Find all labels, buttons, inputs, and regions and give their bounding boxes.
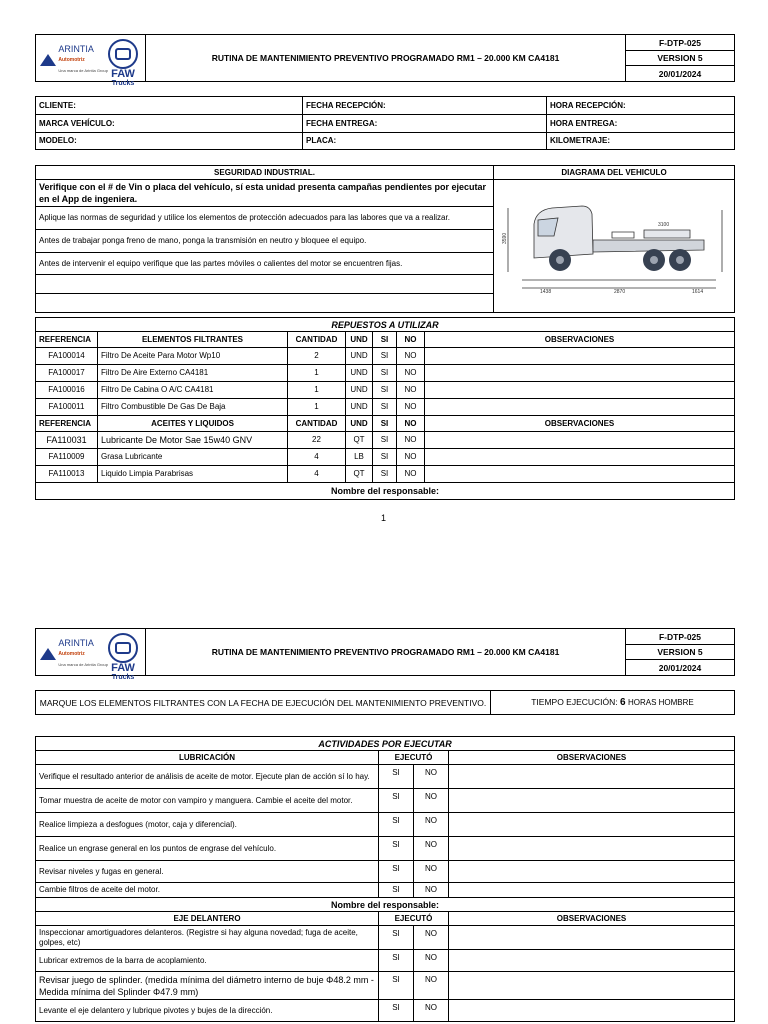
- fecha-recepcion-field[interactable]: FECHA RECEPCIÓN:: [303, 97, 547, 115]
- cant-cell: 1: [288, 365, 346, 382]
- seguridad-instruction: Aplique las normas de seguridad y utilice los elementos de protección adecuados para las labores que va a realizar.: [36, 207, 494, 230]
- desc-cell: Lubricante De Motor Sae 15w40 GNV: [98, 432, 288, 449]
- dim-label: 2870: [614, 289, 626, 295]
- ref-cell: FA100016: [36, 382, 98, 399]
- repuestos-table: [35, 317, 735, 500]
- table-row: [36, 1000, 735, 1022]
- col-header: CANTIDAD: [288, 416, 346, 432]
- ref-cell: FA100011: [36, 399, 98, 416]
- faw-logo: FAW Trucks: [108, 39, 138, 87]
- no-checkbox[interactable]: NO: [414, 926, 449, 950]
- doc-code: F-DTP-025: [626, 629, 735, 645]
- cant-cell: 22: [288, 432, 346, 449]
- table-row: [36, 883, 735, 898]
- page-number: 1: [381, 513, 387, 523]
- no-checkbox[interactable]: NO: [414, 950, 449, 972]
- col-header: OBSERVACIONES: [425, 332, 735, 348]
- ref-cell: FA100017: [36, 365, 98, 382]
- table-row: [36, 466, 735, 483]
- und-cell: UND: [346, 365, 373, 382]
- obs-header: OBSERVACIONES: [449, 912, 735, 926]
- modelo-field[interactable]: MODELO:: [36, 133, 303, 150]
- page-title: RUTINA DE MANTENIMIENTO PREVENTIVO PROGRAMADO RM1 – 20.000 KM CA4181: [146, 35, 626, 82]
- logo-area: [36, 629, 146, 681]
- no-checkbox[interactable]: NO: [414, 861, 449, 883]
- arintia-logo: ARINTIA Automotriz Una marca de Arintia Group: [40, 639, 108, 669]
- marque-instruction: MARQUE LOS ELEMENTOS FILTRANTES CON LA FECHA DE EJECUCIÓN DEL MANTENIMIENTO PREVENTIVO.: [36, 691, 491, 715]
- ejecuto-header: EJECUTÓ: [379, 912, 449, 926]
- table-row: [36, 789, 735, 813]
- obs-cell[interactable]: [425, 348, 735, 365]
- freno-instruction: Antes de trabajar ponga freno de mano, ponga la transmisión en neutro y bloquee el equipo.: [36, 230, 494, 253]
- activity-text: Realice un engrase general en los puntos de engrase del vehículo.: [36, 837, 379, 861]
- no-checkbox[interactable]: NO: [397, 432, 425, 449]
- und-cell: LB: [346, 449, 373, 466]
- si-checkbox[interactable]: SI: [379, 789, 414, 813]
- si-checkbox[interactable]: SI: [373, 399, 397, 416]
- col-header: UND: [346, 332, 373, 348]
- si-checkbox[interactable]: SI: [379, 926, 414, 950]
- campanas-instruction: Verifique con el # de Vin o placa del vehículo, sí esta unidad presenta campañas pendientes por ejecutar en el App de ingeniera.: [36, 180, 494, 207]
- tiempo-ejecucion: TIEMPO EJECUCIÓN: 6 HORAS HOMBRE: [491, 691, 735, 715]
- page-title: RUTINA DE MANTENIMIENTO PREVENTIVO PROGRAMADO RM1 – 20.000 KM CA4181: [146, 629, 626, 676]
- activity-text: Revisar juego de splinder. (medida mínima del diámetro interno de buje Φ48.2 mm - Medida mínima del Splinder Φ47.9 mm): [36, 972, 379, 1000]
- obs-cell[interactable]: [449, 837, 735, 861]
- hora-recepcion-field[interactable]: HORA RECEPCIÓN:: [547, 97, 735, 115]
- table-row: [36, 861, 735, 883]
- si-checkbox[interactable]: SI: [373, 449, 397, 466]
- obs-cell[interactable]: [449, 765, 735, 789]
- seguridad-table: [35, 165, 735, 313]
- repuestos-title: REPUESTOS A UTILIZAR: [36, 318, 735, 332]
- und-cell: UND: [346, 399, 373, 416]
- und-cell: UND: [346, 382, 373, 399]
- activity-text: Levante el eje delantero y lubrique pivotes y bujes de la dirección.: [36, 1000, 379, 1022]
- activity-text: Cambie filtros de aceite del motor.: [36, 883, 379, 898]
- obs-cell[interactable]: [425, 365, 735, 382]
- desc-cell: Filtro Combustible De Gas De Baja: [98, 399, 288, 416]
- cant-cell: 4: [288, 466, 346, 483]
- kilometraje-field[interactable]: KILOMETRAJE:: [547, 133, 735, 150]
- col-header: OBSERVACIONES: [425, 416, 735, 432]
- table-row: [36, 348, 735, 365]
- obs-cell[interactable]: [449, 972, 735, 1000]
- fecha-entrega-field[interactable]: FECHA ENTREGA:: [303, 115, 547, 133]
- cant-cell: 1: [288, 382, 346, 399]
- no-checkbox[interactable]: NO: [414, 837, 449, 861]
- activity-text: Inspeccionar amortiguadores delanteros. (Registre si hay alguna novedad; fuga de aceite, golpes, etc): [36, 926, 379, 950]
- cliente-field[interactable]: CLIENTE:: [36, 97, 303, 115]
- activity-text: Lubricar extremos de la barra de acoplamiento.: [36, 950, 379, 972]
- activity-text: Revisar niveles y fugas en general.: [36, 861, 379, 883]
- obs-cell[interactable]: [449, 813, 735, 837]
- si-checkbox[interactable]: SI: [379, 972, 414, 1000]
- table-row: [36, 950, 735, 972]
- responsable-field[interactable]: Nombre del responsable:: [36, 483, 735, 500]
- und-cell: QT: [346, 466, 373, 483]
- col-header: SI: [373, 332, 397, 348]
- desc-cell: Filtro De Aire Externo CA4181: [98, 365, 288, 382]
- col-header: REFERENCIA: [36, 332, 98, 348]
- lubricacion-header: LUBRICACIÓN: [36, 751, 379, 765]
- ref-cell: FA110013: [36, 466, 98, 483]
- table-row: [36, 382, 735, 399]
- arintia-logo: ARINTIA Automotriz Una marca de Arintia Group: [40, 45, 108, 75]
- no-checkbox[interactable]: NO: [414, 789, 449, 813]
- no-checkbox[interactable]: NO: [397, 399, 425, 416]
- placa-field[interactable]: PLACA:: [303, 133, 547, 150]
- doc-date: 20/01/2024: [626, 66, 735, 82]
- col-header: NO: [397, 332, 425, 348]
- no-checkbox[interactable]: NO: [414, 1000, 449, 1022]
- no-checkbox[interactable]: NO: [397, 466, 425, 483]
- col-header: ACEITES Y LIQUIDOS: [98, 416, 288, 432]
- empty-row: [36, 275, 494, 294]
- col-header: CANTIDAD: [288, 332, 346, 348]
- dim-label: 1438: [540, 289, 552, 295]
- page2-header: [35, 628, 735, 681]
- col-header: SI: [373, 416, 397, 432]
- no-checkbox[interactable]: NO: [397, 382, 425, 399]
- seguridad-header: SEGURIDAD INDUSTRIAL.: [36, 166, 494, 180]
- vehicle-diagram: [494, 180, 735, 313]
- si-checkbox[interactable]: SI: [379, 861, 414, 883]
- desc-cell: Filtro De Aceite Para Motor Wp10: [98, 348, 288, 365]
- obs-cell[interactable]: [449, 1000, 735, 1022]
- no-checkbox[interactable]: NO: [397, 348, 425, 365]
- table-row: [36, 837, 735, 861]
- activity-text: Tomar muestra de aceite de motor con vampiro y manguera. Cambie el aceite del motor.: [36, 789, 379, 813]
- obs-cell[interactable]: [449, 861, 735, 883]
- si-checkbox[interactable]: SI: [379, 950, 414, 972]
- obs-cell[interactable]: [425, 382, 735, 399]
- obs-cell[interactable]: [449, 883, 735, 898]
- si-checkbox[interactable]: SI: [373, 382, 397, 399]
- faw-logo: FAW Trucks: [108, 633, 138, 681]
- desc-cell: Grasa Lubricante: [98, 449, 288, 466]
- actividades-title: ACTIVIDADES POR EJECUTAR: [36, 737, 735, 751]
- obs-cell[interactable]: [425, 466, 735, 483]
- obs-header: OBSERVACIONES: [449, 751, 735, 765]
- obs-cell[interactable]: [425, 399, 735, 416]
- doc-version: VERSION 5: [626, 645, 735, 660]
- si-checkbox[interactable]: SI: [379, 813, 414, 837]
- und-cell: UND: [346, 348, 373, 365]
- marca-field[interactable]: MARCA VEHÍCULO:: [36, 115, 303, 133]
- no-checkbox[interactable]: NO: [414, 765, 449, 789]
- si-checkbox[interactable]: SI: [373, 365, 397, 382]
- si-checkbox[interactable]: SI: [373, 348, 397, 365]
- activity-text: Realice limpieza a desfogues (motor, caja y diferencial).: [36, 813, 379, 837]
- table-row: [36, 432, 735, 449]
- no-checkbox[interactable]: NO: [414, 972, 449, 1000]
- page1-header: [35, 34, 735, 87]
- ejecuto-header: EJECUTÓ: [379, 751, 449, 765]
- table-row: [36, 765, 735, 789]
- si-checkbox[interactable]: SI: [373, 466, 397, 483]
- col-header: REFERENCIA: [36, 416, 98, 432]
- si-checkbox[interactable]: SI: [373, 432, 397, 449]
- cant-cell: 1: [288, 399, 346, 416]
- no-checkbox[interactable]: NO: [397, 365, 425, 382]
- table-row: [36, 399, 735, 416]
- doc-version: VERSION 5: [626, 51, 735, 66]
- cant-cell: 4: [288, 449, 346, 466]
- truck-diagram: [494, 180, 734, 302]
- eje-header: EJE DELANTERO: [36, 912, 379, 926]
- table-row: [36, 449, 735, 466]
- col-header: UND: [346, 416, 373, 432]
- col-header: NO: [397, 416, 425, 432]
- logo-area: [36, 35, 146, 87]
- dim-label: 3100: [658, 222, 670, 228]
- obs-cell[interactable]: [449, 926, 735, 950]
- doc-code: F-DTP-025: [626, 35, 735, 51]
- diagram-header: DIAGRAMA DEL VEHICULO: [494, 166, 735, 180]
- table-row: [36, 365, 735, 382]
- desc-cell: Filtro De Cabina O A/C CA4181: [98, 382, 288, 399]
- col-header: ELEMENTOS FILTRANTES: [98, 332, 288, 348]
- si-checkbox[interactable]: SI: [379, 1000, 414, 1022]
- table-row: [36, 813, 735, 837]
- table-row: [36, 926, 735, 950]
- obs-cell[interactable]: [425, 449, 735, 466]
- ref-cell: FA110009: [36, 449, 98, 466]
- no-checkbox[interactable]: NO: [414, 883, 449, 898]
- cant-cell: 2: [288, 348, 346, 365]
- obs-cell[interactable]: [449, 950, 735, 972]
- no-checkbox[interactable]: NO: [397, 449, 425, 466]
- hora-entrega-field[interactable]: HORA ENTREGA:: [547, 115, 735, 133]
- doc-date: 20/01/2024: [626, 660, 735, 676]
- empty-row: [36, 294, 494, 313]
- si-checkbox[interactable]: SI: [379, 765, 414, 789]
- partes-moviles-instruction: Antes de intervenir el equipo verifique que las partes móviles o calientes del motor se encuentren fijas.: [36, 253, 494, 275]
- marque-table: [35, 690, 735, 715]
- ref-cell: FA100014: [36, 348, 98, 365]
- obs-cell[interactable]: [449, 789, 735, 813]
- desc-cell: Liquido Limpia Parabrisas: [98, 466, 288, 483]
- responsable-field[interactable]: Nombre del responsable:: [36, 898, 735, 912]
- dim-label: 3590: [502, 232, 508, 244]
- si-checkbox[interactable]: SI: [379, 837, 414, 861]
- no-checkbox[interactable]: NO: [414, 813, 449, 837]
- si-checkbox[interactable]: SI: [379, 883, 414, 898]
- vehicle-info-table: [35, 96, 735, 150]
- dim-label: 1614: [692, 289, 704, 295]
- und-cell: QT: [346, 432, 373, 449]
- activity-text: Verifique el resultado anterior de análisis de aceite de motor. Ejecute plan de acción sí lo hay.: [36, 765, 379, 789]
- actividades-table: [35, 736, 735, 1022]
- ref-cell: FA110031: [36, 432, 98, 449]
- obs-cell[interactable]: [425, 432, 735, 449]
- table-row: [36, 972, 735, 1000]
